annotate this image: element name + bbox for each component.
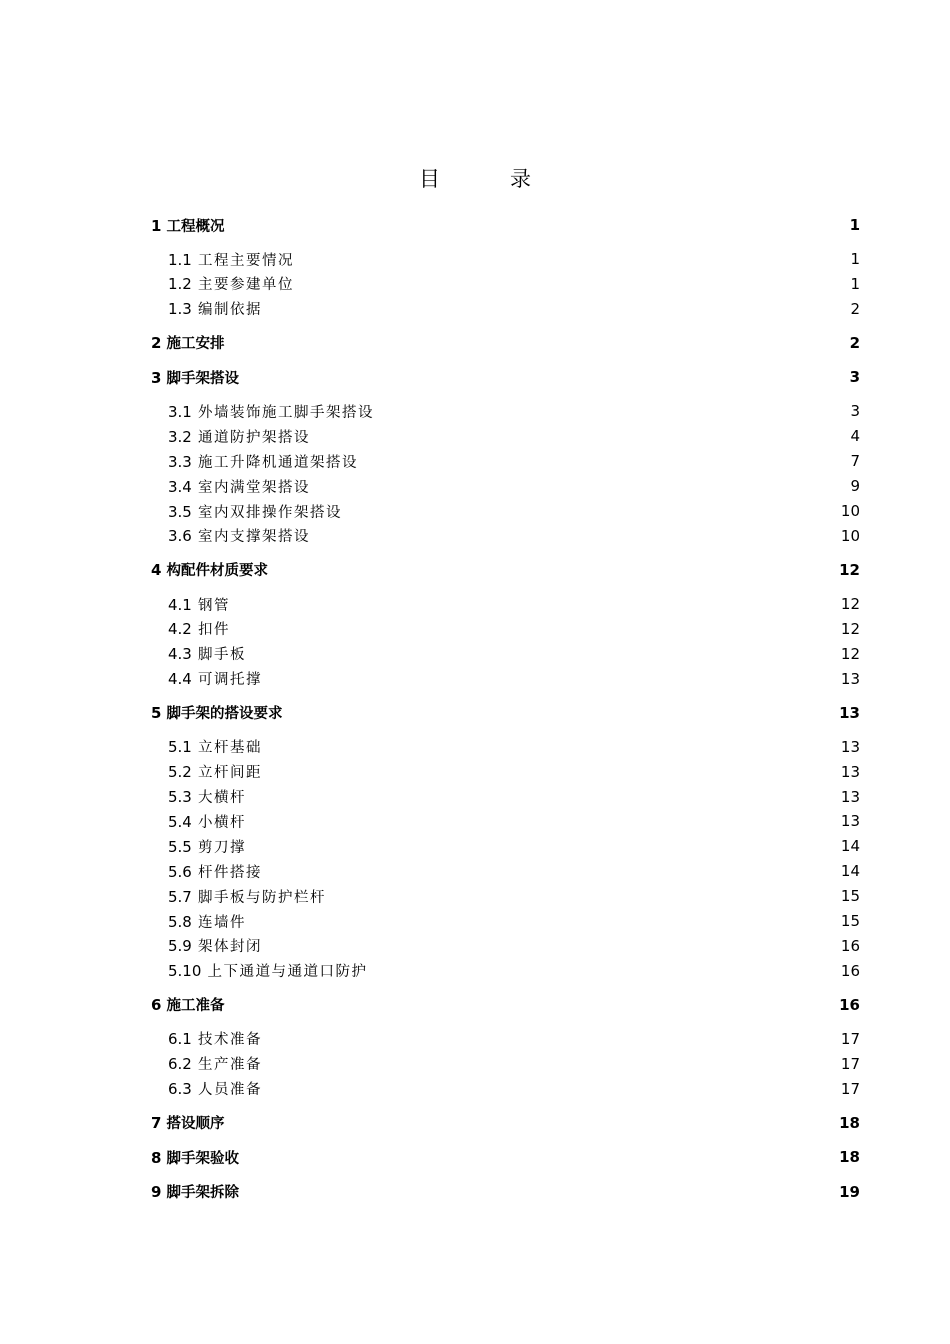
- toc-entry-title: 施工准备: [166, 998, 225, 1015]
- toc-entry-title: 人员准备: [197, 1082, 262, 1099]
- toc-entry-title: 立杆基础: [197, 740, 262, 757]
- toc-entry-title: 搭设顺序: [166, 1116, 225, 1133]
- toc-entry-number: 3.5: [168, 502, 192, 521]
- toc-entry-page-number: 1: [850, 250, 860, 269]
- toc-entry-title: 构配件材质要求: [166, 563, 268, 580]
- toc-entry-number: 8: [151, 1148, 162, 1167]
- toc-entry-page-number: 4: [850, 427, 860, 446]
- toc-entry-title: 连墙件: [197, 914, 246, 931]
- toc-entry-number: 6.1: [168, 1030, 192, 1049]
- toc-section-entry[interactable]: [151, 734, 860, 759]
- toc-entry-number: 5.10: [168, 962, 202, 981]
- toc-entry-heading: [168, 811, 246, 832]
- toc-entry-heading: [168, 501, 342, 522]
- toc-entry-heading: [151, 1147, 239, 1168]
- toc-entry-number: 4: [151, 561, 162, 580]
- toc-entry-number: 4.2: [168, 620, 192, 639]
- toc-section-entry[interactable]: [151, 1076, 860, 1101]
- toc-entry-number: 6.3: [168, 1080, 192, 1099]
- toc-entry-heading: [151, 1181, 239, 1202]
- toc-entry-page-number: 12: [840, 595, 860, 614]
- toc-entry-heading: [168, 861, 262, 882]
- toc-entry-title: 扣件: [197, 622, 230, 639]
- toc-entry-heading: [168, 476, 310, 497]
- toc-entry-title: 脚手架的搭设要求: [166, 706, 283, 723]
- toc-entry-number: 5.1: [168, 738, 192, 757]
- toc-entry-page-number: 13: [840, 669, 860, 688]
- toc-section-entry[interactable]: [151, 666, 860, 691]
- toc-entry-page-number: 13: [839, 703, 860, 722]
- toc-entry-heading: [168, 401, 374, 422]
- toc-entry-number: 2: [151, 334, 162, 353]
- toc-section-entry[interactable]: [151, 616, 860, 641]
- toc-section-entry[interactable]: [151, 592, 860, 617]
- toc-entry-number: 1.1: [168, 250, 192, 269]
- toc-entry-title: 工程概况: [166, 218, 225, 235]
- toc-entry-title: 脚手架验收: [166, 1150, 239, 1167]
- toc-entry-number: 3.3: [168, 452, 192, 471]
- toc-entry-heading: [151, 1112, 225, 1133]
- toc-entry-number: 3.2: [168, 427, 192, 446]
- toc-entry-number: 5.7: [168, 887, 192, 906]
- toc-section-entry[interactable]: [151, 859, 860, 884]
- toc-entry-number: 4.1: [168, 595, 192, 614]
- toc-chapter-entry[interactable]: [151, 1144, 860, 1170]
- toc-entry-heading: [168, 1053, 262, 1074]
- toc-entry-title: 脚手板与防护栏杆: [197, 889, 326, 906]
- toc-entry-page-number: 9: [850, 477, 860, 496]
- toc-section-entry[interactable]: [151, 271, 860, 296]
- toc-entry-page-number: 13: [840, 762, 860, 781]
- toc-list: [151, 212, 860, 1213]
- toc-entry-title: 小横杆: [197, 814, 246, 831]
- toc-entry-title: 可调托撑: [197, 672, 262, 689]
- toc-entry-heading: [168, 525, 310, 546]
- toc-entry-page-number: 15: [840, 912, 860, 930]
- toc-section-entry[interactable]: [151, 524, 860, 549]
- toc-section-entry[interactable]: [151, 641, 860, 666]
- toc-entry-title: 脚手板: [197, 647, 246, 664]
- toc-section-entry[interactable]: [151, 499, 860, 524]
- toc-entry-heading: [151, 332, 225, 353]
- toc-entry-number: 4.4: [168, 670, 192, 689]
- toc-entry-heading: [168, 736, 262, 757]
- toc-title-right-char: 录: [510, 167, 531, 191]
- toc-entry-number: 6.2: [168, 1055, 192, 1074]
- toc-entry-title: 架体封闭: [197, 939, 262, 956]
- toc-entry-number: 3: [151, 368, 162, 387]
- toc-entry-number: 5.6: [168, 862, 192, 881]
- toc-entry-page-number: 14: [840, 862, 860, 881]
- toc-section-entry[interactable]: [151, 247, 860, 272]
- toc-entry-title: 技术准备: [197, 1032, 262, 1049]
- toc-section-entry[interactable]: [151, 933, 860, 958]
- toc-entry-heading: [168, 886, 326, 907]
- toc-entry-number: 5: [151, 704, 162, 723]
- toc-chapter-entry[interactable]: [151, 992, 860, 1018]
- toc-entry-page-number: 7: [850, 452, 860, 471]
- toc-entry-number: 4.3: [168, 645, 192, 664]
- toc-entry-title: 工程主要情况: [197, 252, 294, 269]
- toc-entry-page-number: 19: [839, 1182, 860, 1201]
- toc-entry-page-number: 14: [840, 837, 860, 856]
- toc-entry-heading: [168, 668, 262, 689]
- toc-entry-page-number: 17: [840, 1079, 860, 1098]
- toc-entry-heading: [168, 643, 246, 664]
- toc-section-entry[interactable]: [151, 809, 860, 834]
- toc-entry-title: 施工安排: [166, 336, 225, 353]
- toc-entry-page-number: 10: [840, 526, 860, 545]
- toc-entry-number: 6: [151, 996, 162, 1015]
- toc-entry-title: 剪刀撑: [197, 839, 246, 856]
- toc-entry-title: 施工升降机通道架搭设: [197, 454, 358, 471]
- toc-section-entry[interactable]: [151, 759, 860, 784]
- toc-section-entry[interactable]: [151, 784, 860, 809]
- toc-entry-heading: [168, 249, 294, 270]
- toc-entry-number: 3.6: [168, 527, 192, 546]
- toc-title-left-char: 目: [419, 167, 440, 191]
- toc-entry-page-number: 16: [840, 961, 860, 980]
- toc-entry-page-number: 18: [839, 1148, 860, 1167]
- toc-section-entry[interactable]: [151, 296, 860, 321]
- toc-chapter-entry[interactable]: [151, 364, 860, 390]
- toc-chapter-entry[interactable]: [151, 212, 860, 238]
- toc-entry-number: 3.4: [168, 477, 192, 496]
- toc-entry-title: 室内支撑架搭设: [197, 529, 310, 546]
- toc-entry-title: 杆件搭接: [197, 864, 262, 881]
- toc-entry-number: 5.5: [168, 837, 192, 856]
- toc-entry-title: 大横杆: [197, 790, 246, 807]
- toc-section-entry[interactable]: [151, 1026, 860, 1051]
- toc-entry-page-number: 13: [840, 812, 860, 831]
- toc-entry-title: 钢管: [197, 597, 230, 614]
- toc-entry-number: 1: [151, 216, 162, 235]
- toc-entry-number: 1.3: [168, 300, 192, 319]
- toc-entry-title: 脚手架拆除: [166, 1185, 239, 1202]
- toc-entry-number: 9: [151, 1183, 162, 1202]
- toc-entry-page-number: 17: [840, 1054, 860, 1073]
- toc-entry-page-number: 10: [840, 502, 860, 521]
- toc-entry-number: 5.4: [168, 812, 192, 831]
- toc-section-entry[interactable]: [151, 424, 860, 449]
- toc-entry-heading: [168, 298, 262, 319]
- toc-entry-heading: [168, 426, 310, 447]
- toc-entry-heading: [168, 451, 358, 472]
- toc-entry-heading: [168, 761, 262, 782]
- toc-entry-title: 主要参建单位: [197, 277, 294, 294]
- toc-entry-heading: [168, 594, 230, 615]
- toc-entry-title: 上下通道与通道口防护: [207, 964, 368, 981]
- toc-title: [0, 164, 950, 194]
- toc-entry-page-number: 15: [840, 887, 860, 906]
- toc-entry-page-number: 1: [850, 274, 860, 293]
- toc-entry-heading: [151, 994, 225, 1015]
- toc-entry-number: 5.9: [168, 937, 192, 956]
- toc-section-entry[interactable]: [151, 399, 860, 424]
- toc-chapter-entry[interactable]: [151, 330, 860, 356]
- toc-entry-heading: [151, 215, 225, 236]
- toc-entry-title: 室内满堂架搭设: [197, 479, 310, 496]
- toc-entry-heading: [168, 960, 368, 981]
- toc-entry-heading: [151, 702, 283, 723]
- toc-entry-page-number: 12: [840, 644, 860, 663]
- toc-entry-heading: [168, 273, 294, 294]
- toc-entry-heading: [168, 1078, 262, 1099]
- toc-entry-title: 生产准备: [197, 1057, 262, 1074]
- toc-entry-page-number: 2: [850, 299, 860, 318]
- toc-entry-page-number: 17: [840, 1029, 860, 1048]
- toc-section-entry[interactable]: [151, 909, 860, 934]
- toc-entry-heading: [168, 786, 246, 807]
- toc-section-entry[interactable]: [151, 834, 860, 859]
- toc-entry-page-number: 1: [849, 216, 860, 234]
- toc-entry-page-number: 3: [850, 402, 860, 421]
- toc-entry-heading: [168, 935, 262, 956]
- toc-section-entry[interactable]: [151, 449, 860, 474]
- toc-entry-number: 3.1: [168, 402, 192, 421]
- toc-entry-title: 脚手架搭设: [166, 370, 239, 387]
- toc-entry-page-number: 16: [840, 936, 860, 955]
- toc-section-entry[interactable]: [151, 1051, 860, 1076]
- toc-entry-page-number: 18: [839, 1113, 860, 1132]
- toc-entry-heading: [168, 1028, 262, 1049]
- toc-entry-heading: [151, 367, 239, 388]
- toc-entry-page-number: 12: [840, 619, 860, 638]
- toc-entry-title: 室内双排操作架搭设: [197, 504, 342, 521]
- toc-entry-page-number: 2: [849, 333, 860, 352]
- toc-entry-title: 外墙装饰施工脚手架搭设: [197, 404, 374, 421]
- toc-entry-heading: [151, 559, 268, 580]
- toc-entry-heading: [168, 618, 230, 639]
- toc-entry-page-number: 12: [839, 560, 860, 579]
- toc-entry-number: 1.2: [168, 275, 192, 294]
- toc-chapter-entry[interactable]: [151, 1179, 860, 1205]
- toc-chapter-entry[interactable]: [151, 557, 860, 583]
- toc-entry-page-number: 13: [840, 737, 860, 756]
- toc-section-entry[interactable]: [151, 474, 860, 499]
- toc-entry-number: 5.3: [168, 788, 192, 807]
- toc-entry-page-number: 16: [839, 995, 860, 1014]
- toc-entry-page-number: 3: [849, 368, 860, 387]
- toc-entry-title: 编制依据: [197, 302, 262, 319]
- toc-chapter-entry[interactable]: [151, 1110, 860, 1136]
- toc-entry-title: 通道防护架搭设: [197, 429, 310, 446]
- toc-entry-heading: [168, 836, 246, 857]
- toc-entry-page-number: 13: [840, 787, 860, 806]
- toc-entry-number: 5.8: [168, 912, 192, 931]
- toc-section-entry[interactable]: [151, 884, 860, 909]
- toc-section-entry[interactable]: [151, 958, 860, 983]
- toc-entry-title: 立杆间距: [197, 765, 262, 782]
- toc-entry-number: 7: [151, 1114, 162, 1133]
- toc-entry-heading: [168, 911, 246, 932]
- toc-chapter-entry[interactable]: [151, 700, 860, 726]
- toc-entry-number: 5.2: [168, 763, 192, 782]
